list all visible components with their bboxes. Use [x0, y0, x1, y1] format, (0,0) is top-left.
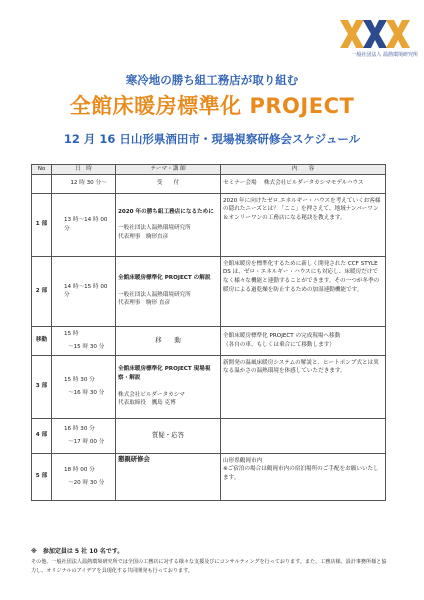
theme-line	[118, 383, 218, 391]
schedule-dateline: 12 月 16 日山形県酒田市・現場視察研修会スケジュール	[63, 132, 361, 146]
theme-line: 代表取締役 鷹島 克博	[118, 400, 176, 407]
theme-line: 全館床暖房標準化 PROJECT の解説	[118, 275, 211, 282]
content-line: 新開発の温風床暖房システムの解説と、ヒートポンプ式とは異なる温かさの温熱環境を体感していただきます。	[223, 359, 379, 375]
content-line: 山形県鶴岡市内	[223, 457, 263, 464]
page-title: 全館床暖房標準化 PROJECT	[69, 94, 355, 118]
row-time-start: 12 時 30 分〜	[70, 180, 107, 187]
theme-line: 2020 年の勝ち組工務店になるために	[118, 208, 214, 215]
content-line: セミナー会場 株式会社ビルダータカシマモデルハウス	[223, 180, 364, 187]
theme-line: 全館床暖房標準化 PROJECT 現場視察・解説	[118, 366, 211, 381]
row-time-end: 〜16 時 30 分	[68, 390, 105, 397]
table-row	[32, 174, 386, 193]
table-row	[32, 355, 386, 418]
theme-line: 移 動	[155, 335, 181, 344]
row-content	[221, 256, 386, 326]
table-header-row	[32, 165, 386, 175]
theme-line: 質疑・応答	[152, 430, 184, 439]
theme-line: 一般社団法人温熱環境研究所	[118, 225, 191, 232]
header-theme: テーマ・講 師	[116, 165, 221, 175]
row-time	[52, 453, 116, 500]
row-time-end: 〜20 時 30 分	[68, 480, 105, 487]
row-time	[52, 256, 116, 326]
row-no	[32, 174, 52, 193]
header-no: No	[32, 165, 52, 175]
row-theme	[116, 326, 221, 355]
row-no: 移動	[32, 326, 52, 355]
theme-line	[118, 283, 218, 291]
row-content	[221, 193, 386, 256]
table-row	[32, 453, 386, 500]
table-row	[32, 193, 386, 256]
schedule-table	[31, 164, 386, 501]
row-time	[52, 355, 116, 418]
theme-line: 株式会社ビルダータカシマ	[118, 391, 185, 398]
content-line: （各自の車、もしくは乗合にて移動します）	[223, 341, 335, 348]
theme-line	[118, 216, 218, 224]
row-time-start: 13 時〜14 時 00 分	[64, 217, 108, 232]
row-theme	[116, 256, 221, 326]
logo-text: 一般社団法人 温熱環境研究所	[351, 52, 418, 58]
row-content	[221, 355, 386, 418]
row-time-start: 16 時 30 分	[64, 425, 95, 432]
row-time-start: 14 時〜15 時 00 分	[64, 283, 108, 299]
row-content	[221, 174, 386, 193]
content-line: ※ご宿泊の場合は鶴岡市内の宿泊場所のご手配をお願いいたします。	[223, 466, 379, 481]
table-row	[32, 256, 386, 326]
row-time-end: 〜15 時 30 分	[68, 344, 105, 351]
row-time	[52, 174, 116, 193]
capacity-note: ※ 参加定員は 5 社 10 名です。	[31, 548, 124, 555]
row-time-start: 15 時	[64, 330, 79, 337]
row-theme	[116, 355, 221, 418]
theme-line: 受 付	[156, 180, 180, 187]
row-time	[52, 193, 116, 256]
content-line: 2020 年に向けたゼロ.エネルギー・ハウスを考えていくお客様の隠れたニーズとは？「ここ」を押さえて、地域ナンバーワン＆オンリーワンの工務店になる秘訣を教えます。	[223, 197, 381, 221]
page-subtitle: 寒冷地の勝ち組工務店が取り組む	[125, 73, 299, 87]
header-time: 日 時	[52, 165, 116, 175]
footer-text: その他、一般社団法人温熱環境研究所では全国の工務店に対する様々な支援及びにコンサルティングを行っております。また、工務店様、設計事務所様と協力し、オリジナルのアイデアを具現化する共同開発も行っております。	[31, 559, 387, 575]
theme-line: 代表理事 駒形直彦	[118, 233, 169, 240]
row-no: 5 部	[32, 453, 52, 500]
row-content	[221, 326, 386, 355]
content-line: 全館床暖房標準化 PROJECT の完成現場へ移動	[223, 333, 341, 339]
content-line: 全館床暖房を標準化するために新しく開発された CCF STYLE DS は、ゼロ・エネルギー・ハウスにも対応し、床暖房だけでなく様々な機能と連動することができます。その一つが冬季の暖房による過乾燥を防止するための加湿連動機能です。	[223, 260, 380, 293]
row-time-end: 〜17 時 00 分	[68, 439, 105, 446]
row-theme	[116, 453, 221, 500]
row-time-start: 15 時 30 分	[64, 376, 95, 383]
header-content: 内 容	[221, 165, 386, 175]
row-no: 4 部	[32, 418, 52, 453]
row-no: 1 部	[32, 193, 52, 256]
theme-line: 一般社団法人温熱環境研究所	[118, 291, 191, 298]
row-time	[52, 418, 116, 453]
theme-line: 懇親研修会	[118, 454, 150, 463]
row-no: 3 部	[32, 355, 52, 418]
theme-line: 代表理事 駒形 直彦	[118, 300, 171, 307]
table-row	[32, 418, 386, 453]
row-theme	[116, 174, 221, 193]
row-content	[221, 418, 386, 453]
row-theme	[116, 193, 221, 256]
row-content	[221, 453, 386, 500]
row-time	[52, 326, 116, 355]
row-time-start: 18 時 00 分	[64, 466, 95, 473]
row-theme	[116, 418, 221, 453]
table-row	[32, 326, 386, 355]
row-no: 2 部	[32, 256, 52, 326]
